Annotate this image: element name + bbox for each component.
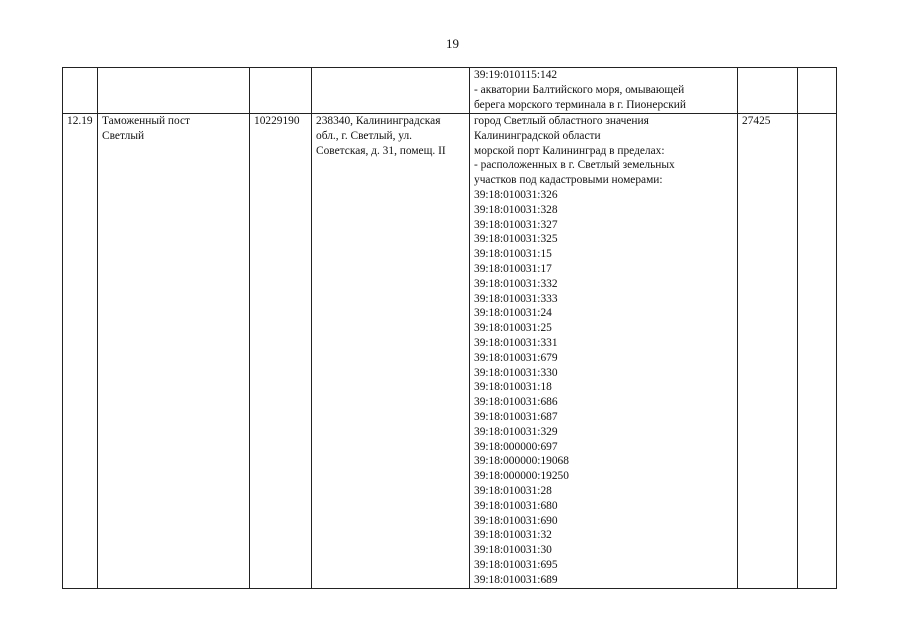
cell-name (98, 114, 250, 589)
post-name-line: Светлый (102, 129, 145, 142)
description-line: - акватории Балтийского моря, омывающей (474, 83, 685, 96)
cadastral-number: 39:18:010031:327 (474, 218, 558, 231)
cadastral-number: 39:18:010031:30 (474, 544, 552, 557)
cadastral-number: 39:18:000000:19250 (474, 470, 569, 483)
cell-code2 (738, 114, 798, 589)
cadastral-number: 39:18:010031:689 (474, 573, 558, 586)
description-line: - расположенных в г. Светлый земельных (474, 159, 675, 172)
post-code: 10229190 (254, 115, 300, 127)
cadastral-number: 39:18:010031:24 (474, 307, 552, 320)
cadastral-number: 39:18:010031:333 (474, 292, 558, 305)
cadastral-number: 39:18:010031:332 (474, 277, 558, 290)
cadastral-number: 39:18:010031:690 (474, 514, 558, 527)
continuation-row (63, 68, 837, 114)
cadastral-number: 39:18:000000:19068 (474, 455, 569, 468)
cadastral-number: 39:18:010031:687 (474, 410, 558, 423)
cadastral-number: 39:18:010031:325 (474, 233, 558, 246)
cell-description (470, 114, 738, 589)
cell-number (63, 114, 98, 589)
cell-extra (798, 114, 837, 589)
description-line: участков под кадастровыми номерами: (474, 174, 663, 187)
zone-code: 27425 (742, 115, 771, 127)
cadastral-number: 39:18:010031:331 (474, 336, 558, 349)
cell-extra (798, 68, 837, 114)
address-line: 238340, Калининградская (316, 115, 441, 127)
cell-code2 (738, 68, 798, 114)
description-line: берега морского терминала в г. Пионерский (474, 98, 686, 111)
cadastral-number: 39:18:010031:695 (474, 558, 558, 571)
cadastral-number: 39:18:000000:697 (474, 440, 558, 453)
cadastral-number-list (474, 188, 733, 588)
cadastral-number: 39:18:010031:686 (474, 396, 558, 409)
page-number: 19 (446, 36, 459, 51)
entry-number: 12.19 (67, 115, 93, 127)
cadastral-number: 39:18:010031:679 (474, 351, 558, 364)
description-line: город Светлый областного значения (474, 115, 649, 127)
cell-code (250, 68, 312, 114)
cadastral-number: 39:18:010031:680 (474, 499, 558, 512)
cell-address (312, 68, 470, 114)
cadastral-number: 39:18:010031:25 (474, 322, 552, 335)
cadastral-number: 39:18:010031:28 (474, 484, 552, 497)
cadastral-number: 39:18:010031:18 (474, 381, 552, 394)
table-row (63, 114, 837, 589)
cadastral-number: 39:18:010031:15 (474, 248, 552, 261)
cadastral-number: 39:18:010031:329 (474, 425, 558, 438)
description-line: Калининградской области (474, 129, 601, 142)
post-name-line: Таможенный пост (102, 115, 191, 127)
cell-description (470, 68, 738, 114)
cell-code (250, 114, 312, 589)
description-line: морской порт Калининград в пределах: (474, 144, 665, 157)
customs-posts-table (62, 67, 837, 589)
description-line: 39:19:010115:142 (474, 69, 558, 81)
cell-number (63, 68, 98, 114)
cadastral-number: 39:18:010031:326 (474, 188, 558, 201)
cadastral-number: 39:18:010031:330 (474, 366, 558, 379)
address-line: обл., г. Светлый, ул. (316, 129, 413, 142)
cadastral-number: 39:18:010031:328 (474, 203, 558, 216)
cadastral-number: 39:18:010031:17 (474, 262, 552, 275)
cell-address (312, 114, 470, 589)
cadastral-number: 39:18:010031:32 (474, 529, 552, 542)
address-line: Советская, д. 31, помещ. II (316, 144, 446, 157)
cell-name (98, 68, 250, 114)
